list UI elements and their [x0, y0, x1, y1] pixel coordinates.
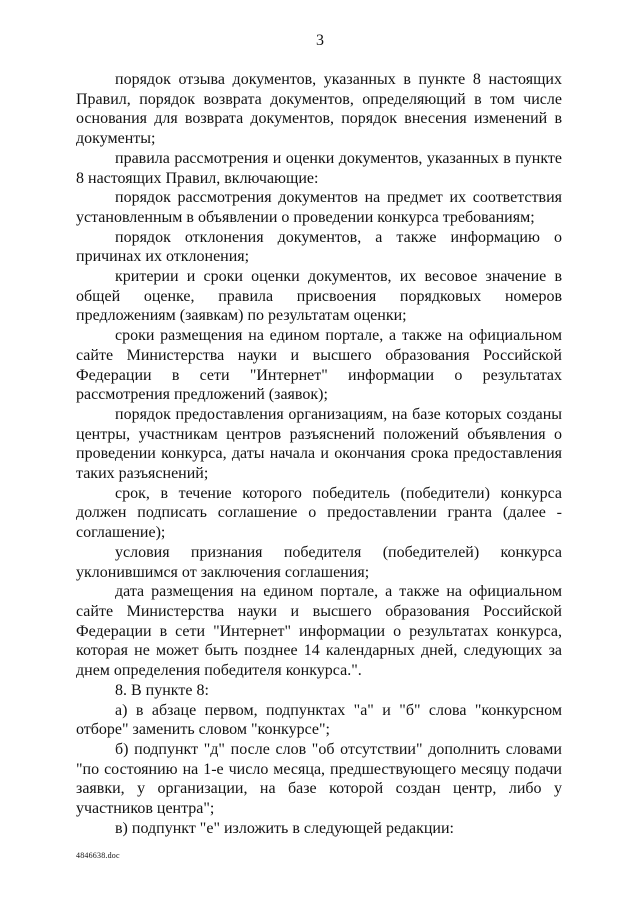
paragraph: в) подпункт "е" изложить в следующей редакции: [115, 819, 454, 837]
paragraph: сроки размещения на едином портале, а также на официальном сайте Министерства науки и высшего образования Российской Федерации в сети "Интернет" информации о результатах рассмотрения предложений (заявок); [76, 327, 562, 404]
paragraph: порядок предоставления организациям, на базе которых созданы центры, участникам центров разъяснений положений объявления о проведении конкурса, даты начала и окончания срока предоставления таких разъяснений; [76, 405, 562, 483]
paragraph: дата размещения на едином портале, а также на официальном сайте Министерства науки и высшего образования Российской Федерации в сети "Интернет" информации о результатах конкурса, которая не может быть позднее 14 календарных дней, следующих за днем определения победителя конкурса.". [76, 583, 562, 680]
paragraph: а) в абзаце первом, подпунктах "а" и "б" слова "конкурсном отборе" заменить словом "конкурсе"; [76, 701, 562, 739]
page-number: 3 [316, 32, 324, 49]
document-body [76, 70, 562, 838]
paragraph: 8. В пункте 8: [115, 681, 209, 699]
paragraph: порядок рассмотрения документов на предмет их соответствия установленным в объявлении о проведении конкурса требованиям; [76, 189, 562, 226]
paragraph: правила рассмотрения и оценки документов, указанных в пункте 8 настоящих Правил, включающие: [76, 149, 562, 187]
paragraph: порядок отзыва документов, указанных в пункте 8 настоящих Правил, порядок возврата документов, определяющий в том числе основания для возврата документов, порядок внесения изменений в документы; [76, 71, 562, 148]
paragraph: условия признания победителя (победителей) конкурса уклонившимся от заключения соглашения; [76, 543, 562, 581]
footer-filename: 4846638.doc [76, 851, 120, 860]
paragraph: б) подпункт "д" после слов "об отсутствии" дополнить словами "по состоянию на 1-е число месяца, предшествующего месяцу подачи заявки, у организации, на базе которой создан центр, либо у участников центра"; [76, 740, 562, 818]
paragraph: срок, в течение которого победитель (победители) конкурса должен подписать соглашение о предоставлении гранта (далее - соглашение); [76, 484, 562, 542]
paragraph: критерии и сроки оценки документов, их весовое значение в общей оценке, правила присвоения порядковых номеров предложениям (заявкам) по результатам оценки; [76, 268, 562, 325]
paragraph: порядок отклонения документов, а также информацию о причинах их отклонения; [76, 228, 562, 266]
